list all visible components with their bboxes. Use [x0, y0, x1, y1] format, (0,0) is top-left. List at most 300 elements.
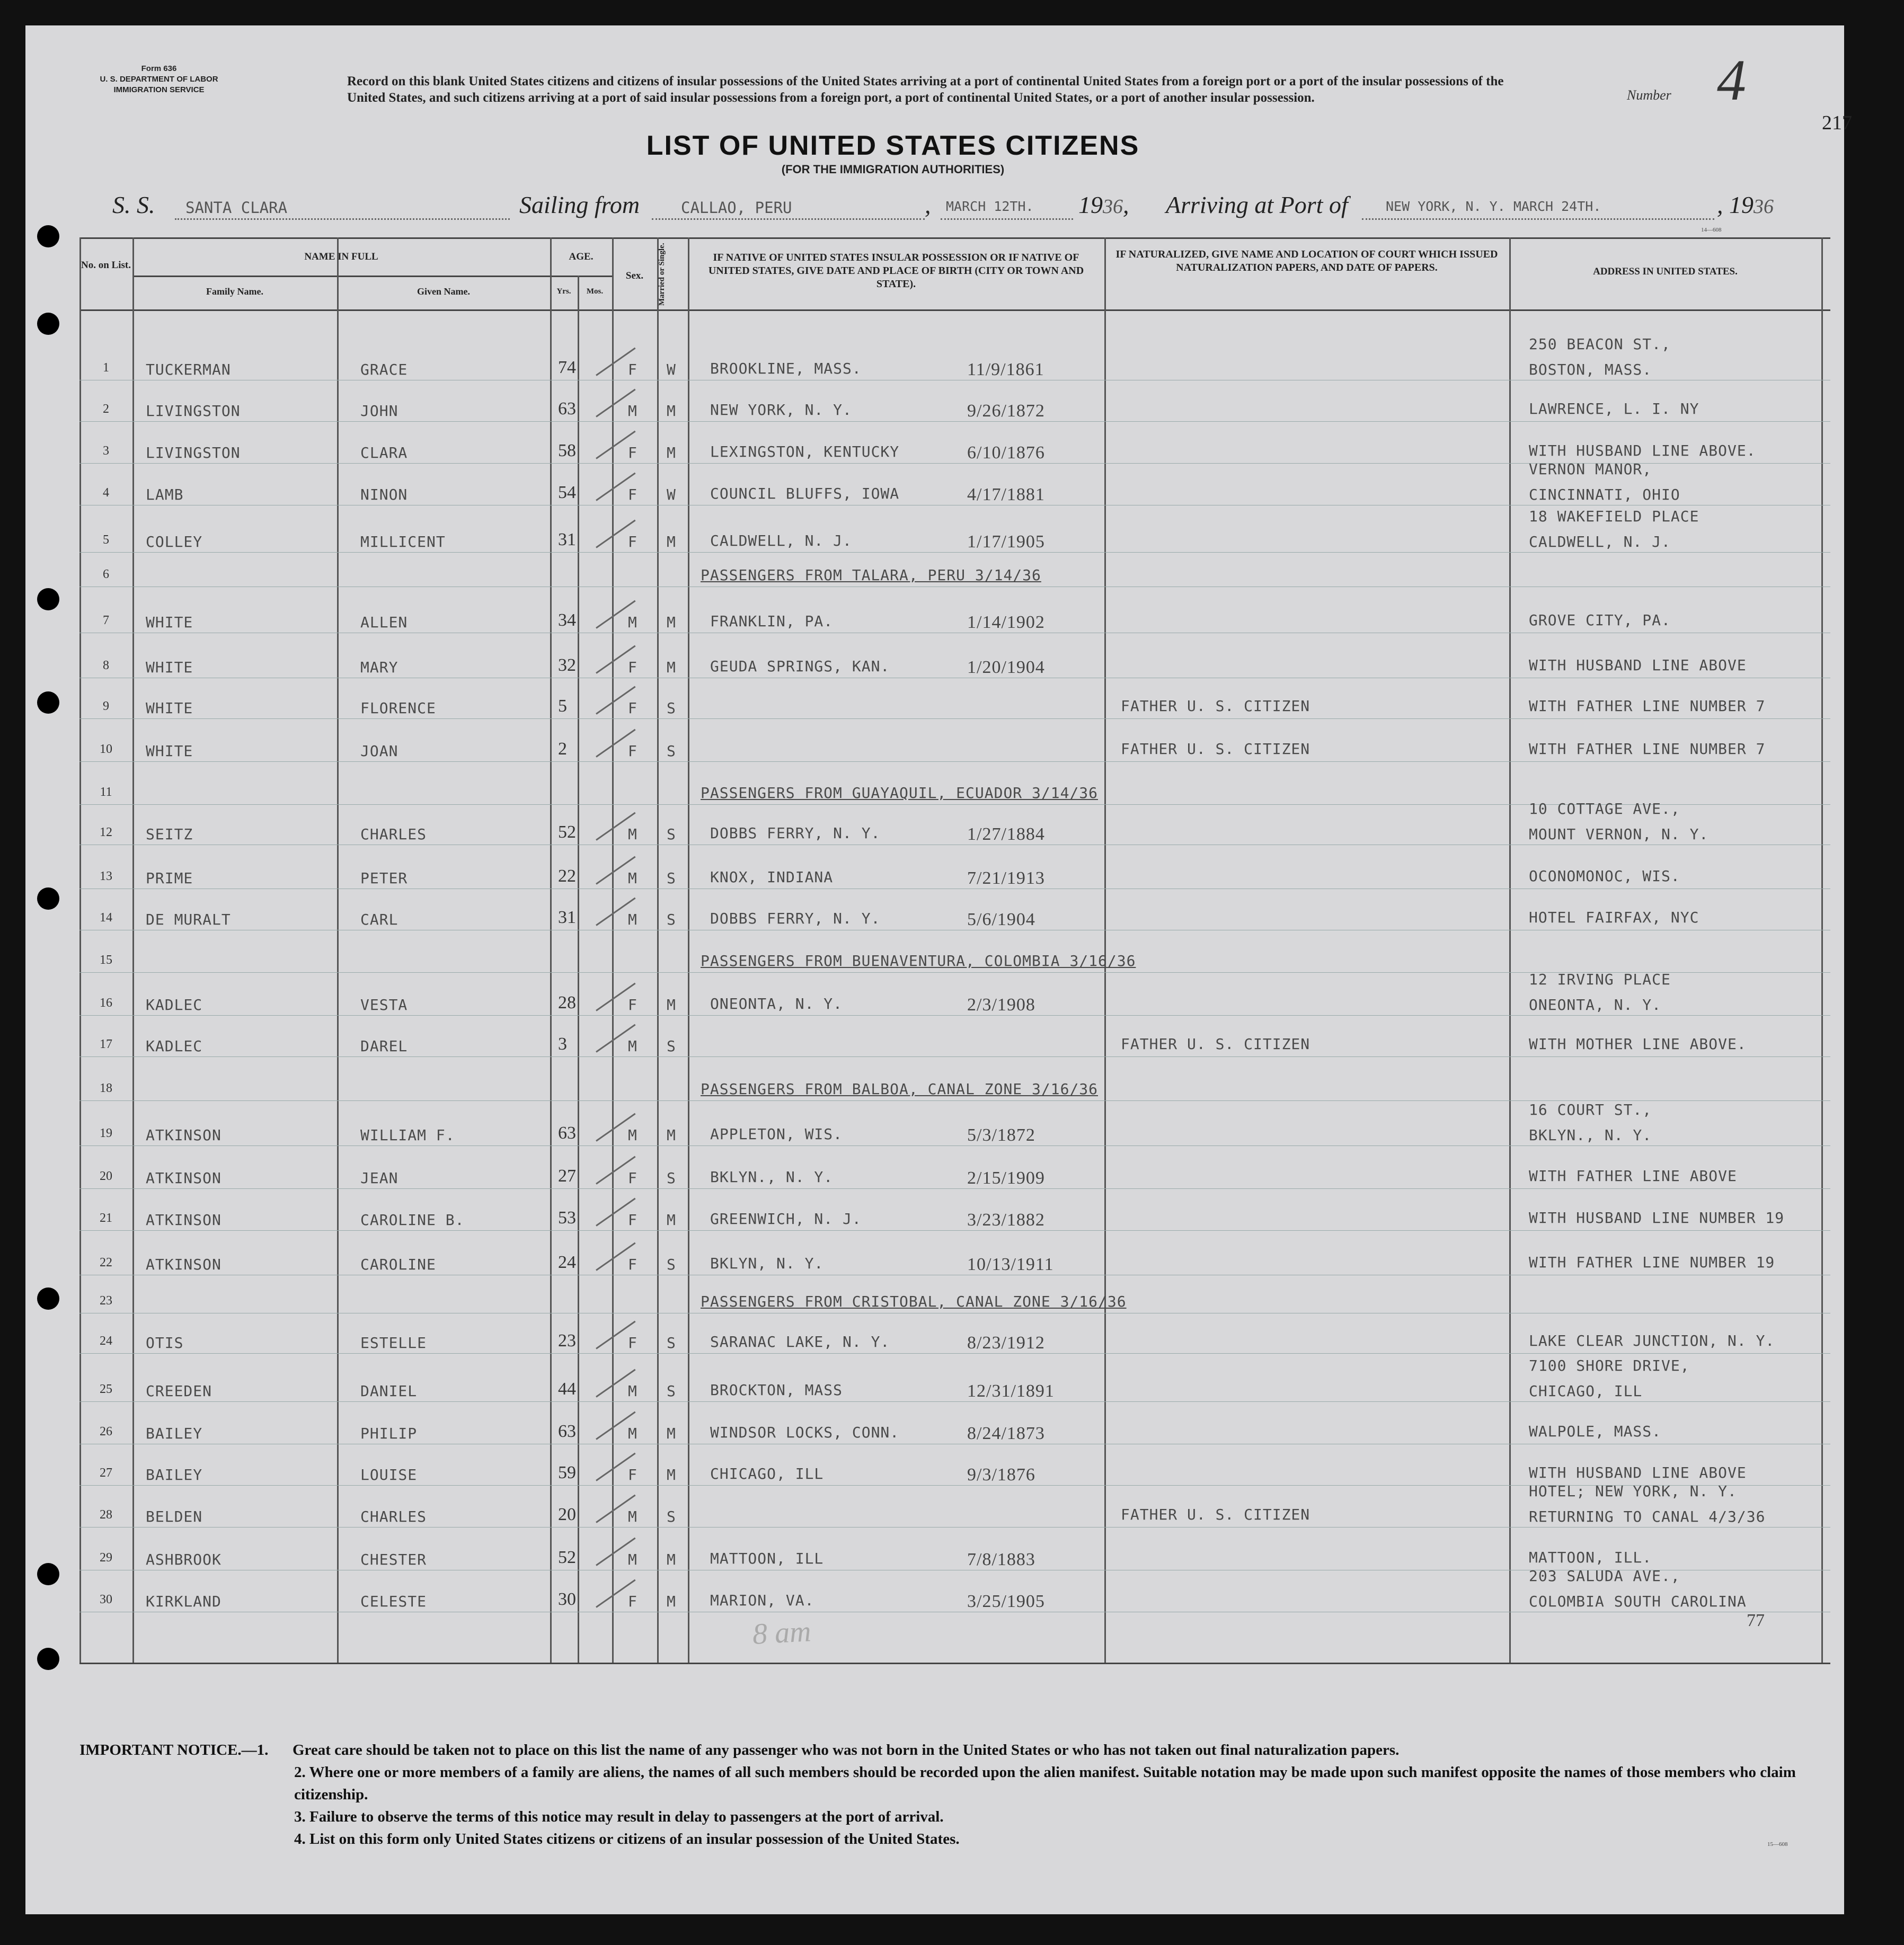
- family-name: ATKINSON: [146, 1126, 222, 1144]
- form-identifier: [79, 64, 238, 95]
- given-name: CAROLINE: [360, 1256, 436, 1273]
- age-years: 27: [558, 1166, 576, 1186]
- sex: M: [628, 614, 637, 631]
- notice-item-3: 3. Failure to observe the terms of this notice may result in delay to passengers at the port of arrival.: [294, 1808, 944, 1825]
- row-rule: [79, 1188, 1830, 1189]
- family-name: LAMB: [146, 486, 184, 503]
- address-line-2: CINCINNATI, OHIO: [1529, 486, 1680, 503]
- marital-status: M: [667, 659, 676, 676]
- marital-status: W: [667, 361, 676, 378]
- marital-status: S: [667, 911, 676, 928]
- row-rule: [79, 1056, 1830, 1057]
- service-name: IMMIGRATION SERVICE: [113, 85, 205, 94]
- bottom-form-code: 15—608: [1767, 1841, 1788, 1848]
- sex: M: [628, 825, 637, 843]
- birth-date: 5/3/1872: [967, 1125, 1035, 1145]
- address-line-1: 12 IRVING PLACE: [1529, 971, 1671, 988]
- birth-place: APPLETON, WIS.: [710, 1125, 843, 1143]
- given-name: FLORENCE: [360, 699, 436, 717]
- address-line-1: 250 BEACON ST.,: [1529, 335, 1671, 353]
- row-rule: [79, 1015, 1830, 1016]
- passenger-table: [79, 237, 1830, 1663]
- address-line-1: WITH FATHER LINE ABOVE: [1529, 1167, 1737, 1185]
- address-line-1: WITH FATHER LINE NUMBER 7: [1529, 697, 1766, 715]
- sex: F: [628, 699, 637, 717]
- row-number: 16: [100, 996, 112, 1010]
- marital-status: S: [667, 1169, 676, 1187]
- family-name: PRIME: [146, 869, 193, 887]
- birth-place: BKLYN, N. Y.: [710, 1255, 824, 1272]
- age-years: 2: [558, 739, 567, 759]
- age-years: 58: [558, 441, 576, 460]
- marital-status: M: [667, 614, 676, 631]
- given-name: LOUISE: [360, 1466, 418, 1484]
- birth-date: 3/25/1905: [967, 1592, 1045, 1611]
- birth-place: GEUDA SPRINGS, KAN.: [710, 658, 890, 675]
- marital-status: M: [667, 1466, 676, 1484]
- address-line-2: CALDWELL, N. J.: [1529, 533, 1671, 550]
- form-number: Form 636: [141, 64, 177, 73]
- address-line-1: OCONOMONOC, WIS.: [1529, 867, 1680, 885]
- family-name: BAILEY: [146, 1466, 203, 1484]
- col-rule: [132, 237, 134, 1663]
- age-years: 5: [558, 696, 567, 716]
- col-rule: [79, 237, 81, 1663]
- age-years: 3: [558, 1034, 567, 1054]
- row-number: 11: [100, 785, 112, 799]
- given-name: JOHN: [360, 402, 398, 420]
- section-heading: PASSENGERS FROM BUENAVENTURA, COLOMBIA 3/16/36: [701, 952, 1136, 970]
- row-rule: [79, 552, 1830, 553]
- handwritten-signature: 8 am: [751, 1615, 812, 1651]
- given-name: MARY: [360, 659, 398, 676]
- marital-status: M: [667, 1126, 676, 1144]
- header-address: ADDRESS IN UNITED STATES.: [1593, 266, 1738, 277]
- marital-status: S: [667, 869, 676, 887]
- address-line-1: MATTOON, ILL.: [1529, 1549, 1652, 1566]
- address-line-1: LAWRENCE, L. I. NY: [1529, 400, 1699, 418]
- birth-date: 9/26/1872: [967, 401, 1045, 421]
- birth-date: 7/8/1883: [967, 1550, 1035, 1569]
- row-number: 13: [100, 869, 112, 883]
- family-name: WHITE: [146, 614, 193, 631]
- address-line-2: ONEONTA, N. Y.: [1529, 996, 1662, 1014]
- marital-status: M: [667, 533, 676, 550]
- birth-place: MARION, VA.: [710, 1592, 814, 1609]
- birth-place: WINDSOR LOCKS, CONN.: [710, 1424, 900, 1441]
- header-no: No. on List.: [81, 260, 131, 271]
- given-name: ESTELLE: [360, 1334, 427, 1352]
- marital-status: M: [667, 444, 676, 461]
- sex: M: [628, 1551, 637, 1568]
- birth-date: 5/6/1904: [967, 910, 1035, 929]
- given-name: MILLICENT: [360, 533, 446, 550]
- address-line-2: RETURNING TO CANAL 4/3/36: [1529, 1508, 1766, 1525]
- col-rule: [688, 237, 689, 1663]
- row-number: 1: [103, 361, 109, 375]
- number-label: Number: [1627, 87, 1671, 103]
- notice-item-4: 4. List on this form only United States citizens or citizens of an insular possession of the United States.: [294, 1831, 960, 1848]
- birth-place: DOBBS FERRY, N. Y.: [710, 824, 881, 842]
- age-years: 63: [558, 1422, 576, 1441]
- row-number: 3: [103, 444, 109, 458]
- name-subheader-rule: [132, 276, 612, 277]
- punch-hole: [37, 691, 59, 714]
- address-line-1: 203 SALUDA AVE.,: [1529, 1567, 1680, 1585]
- family-name: KADLEC: [146, 1037, 203, 1055]
- family-name: LIVINGSTON: [146, 402, 241, 420]
- sailing-port: CALLAO, PERU: [681, 199, 792, 217]
- marital-status: S: [667, 1508, 676, 1525]
- punch-hole: [37, 1563, 59, 1585]
- family-name: ATKINSON: [146, 1169, 222, 1187]
- row-rule: [79, 718, 1830, 719]
- address-line-1: VERNON MANOR,: [1529, 460, 1652, 478]
- address-line-1: 7100 SHORE DRIVE,: [1529, 1357, 1690, 1374]
- row-number: 15: [100, 953, 112, 967]
- family-name: COLLEY: [146, 533, 203, 550]
- header-family-name: Family Name.: [206, 286, 263, 297]
- row-number: 4: [103, 486, 109, 500]
- row-number: 10: [100, 742, 112, 756]
- sex: M: [628, 402, 637, 420]
- family-name: WHITE: [146, 742, 193, 760]
- sex: F: [628, 996, 637, 1014]
- given-name: DAREL: [360, 1037, 408, 1055]
- address-line-1: WITH FATHER LINE NUMBER 19: [1529, 1254, 1775, 1271]
- col-rule: [1509, 237, 1511, 1663]
- marital-status: S: [667, 1334, 676, 1352]
- punch-hole: [37, 887, 59, 910]
- family-name: BELDEN: [146, 1508, 203, 1525]
- given-name: VESTA: [360, 996, 408, 1014]
- header-given-name: Given Name.: [417, 286, 470, 297]
- given-name: CARL: [360, 911, 398, 928]
- notice-item-1: Great care should be taken not to place on this list the name of any passenger who was not born in the United States or who has not taken out final naturalization papers.: [293, 1742, 1400, 1759]
- year-prefix-1: 19: [1078, 191, 1103, 218]
- marital-status: S: [667, 1037, 676, 1055]
- col-rule: [657, 237, 659, 1663]
- address-line-2: COLOMBIA SOUTH CAROLINA: [1529, 1593, 1747, 1610]
- given-name: CHESTER: [360, 1551, 427, 1568]
- page-subtitle: (FOR THE IMMIGRATION AUTHORITIES): [781, 163, 1005, 176]
- corner-mark: 77: [1747, 1611, 1765, 1630]
- age-years: 52: [558, 822, 576, 842]
- header-sex: Sex.: [625, 270, 644, 281]
- sailing-year: 36: [1103, 196, 1123, 218]
- birth-place: CHICAGO, ILL: [710, 1465, 824, 1482]
- marital-status: M: [667, 1425, 676, 1442]
- ss-label: S. S.: [112, 191, 155, 218]
- given-name: CHARLES: [360, 825, 427, 843]
- given-name: CAROLINE B.: [360, 1211, 465, 1229]
- birth-date: 2/15/1909: [967, 1168, 1045, 1188]
- age-years: 22: [558, 866, 576, 886]
- marital-status: S: [667, 1382, 676, 1400]
- sex: F: [628, 1256, 637, 1273]
- marital-status: S: [667, 742, 676, 760]
- marital-status: M: [667, 1551, 676, 1568]
- family-name: ASHBROOK: [146, 1551, 222, 1568]
- address-line-1: WITH FATHER LINE NUMBER 7: [1529, 740, 1766, 758]
- age-years: 31: [558, 908, 576, 927]
- sex: M: [628, 1508, 637, 1525]
- row-number: 17: [100, 1037, 112, 1051]
- given-name: CHARLES: [360, 1508, 427, 1525]
- section-heading: PASSENGERS FROM TALARA, PERU 3/14/36: [701, 566, 1041, 584]
- age-years: 52: [558, 1548, 576, 1567]
- sex: F: [628, 742, 637, 760]
- sex: M: [628, 911, 637, 928]
- ship-dotline: [175, 218, 510, 220]
- row-number: 8: [103, 659, 109, 672]
- header-birth: IF NATIVE OF UNITED STATES INSULAR POSSESSION OR IF NATIVE OF UNITED STATES, GIVE DATE AND PLACE OF BIRTH (CITY OR TOWN AND STATE).: [708, 252, 1084, 290]
- header-bottom-rule: [79, 309, 1830, 311]
- family-name: TUCKERMAN: [146, 361, 231, 378]
- arrival-port-date: NEW YORK, N. Y. MARCH 24TH.: [1386, 199, 1601, 214]
- arrival-year: 36: [1754, 196, 1774, 218]
- birth-date: 9/3/1876: [967, 1465, 1035, 1485]
- row-number: 26: [100, 1425, 112, 1438]
- birth-date: 4/17/1881: [967, 485, 1045, 504]
- family-name: KADLEC: [146, 996, 203, 1014]
- row-number: 29: [100, 1551, 112, 1565]
- birth-date: 6/10/1876: [967, 443, 1045, 463]
- address-line-1: 18 WAKEFIELD PLACE: [1529, 508, 1699, 525]
- record-instructions: Record on this blank United States citizens and citizens of insular possessions of the United States arriving at a port of continental United States from a foreign port or a port of the insular possessions of the United States, and such citizens arriving at a port of said insular possessions from a foreign port, a port of continental United States, or a port of another insular possession.: [347, 74, 1504, 105]
- given-name: JEAN: [360, 1169, 398, 1187]
- section-heading: PASSENGERS FROM GUAYAQUIL, ECUADOR 3/14/36: [701, 784, 1099, 802]
- row-number: 28: [100, 1508, 112, 1522]
- address-line-2: MOUNT VERNON, N. Y.: [1529, 825, 1709, 843]
- section-heading: PASSENGERS FROM CRISTOBAL, CANAL ZONE 3/16/36: [701, 1293, 1127, 1310]
- birth-date: 1/14/1902: [967, 612, 1045, 632]
- address-line-1: WITH HUSBAND LINE ABOVE: [1529, 656, 1747, 674]
- birth-date: 1/27/1884: [967, 824, 1045, 844]
- department-name: U. S. DEPARTMENT OF LABOR: [100, 75, 218, 84]
- birth-date: 2/3/1908: [967, 995, 1035, 1015]
- sex: F: [628, 444, 637, 461]
- marital-status: M: [667, 996, 676, 1014]
- table-top-rule: [79, 237, 1830, 239]
- header-yrs: Yrs.: [556, 287, 571, 296]
- row-number: 2: [103, 402, 109, 416]
- table-bottom-rule: [79, 1663, 1830, 1664]
- given-name: JOAN: [360, 742, 398, 760]
- col-rule: [578, 276, 579, 1663]
- punch-hole: [37, 588, 59, 610]
- marital-status: S: [667, 699, 676, 717]
- col-rule: [612, 237, 614, 1663]
- row-number: 30: [100, 1593, 112, 1606]
- arrival-dotline: [1362, 218, 1714, 220]
- family-name: ATKINSON: [146, 1211, 222, 1229]
- row-number: 7: [103, 614, 109, 627]
- birth-place: BROOKLINE, MASS.: [710, 360, 862, 377]
- address-line-1: WITH HUSBAND LINE NUMBER 19: [1529, 1209, 1785, 1227]
- row-rule: [79, 1401, 1830, 1402]
- row-number: 25: [100, 1382, 112, 1396]
- given-name: PHILIP: [360, 1425, 418, 1442]
- marital-status: M: [667, 1211, 676, 1229]
- birth-place: COUNCIL BLUFFS, IOWA: [710, 485, 900, 502]
- birth-date: 1/17/1905: [967, 532, 1045, 552]
- address-line-2: CHICAGO, ILL: [1529, 1382, 1643, 1400]
- age-years: 74: [558, 358, 576, 377]
- address-line-1: HOTEL FAIRFAX, NYC: [1529, 909, 1699, 926]
- given-name: CLARA: [360, 444, 408, 461]
- sex: F: [628, 1169, 637, 1187]
- year-prefix-2: 19: [1729, 191, 1754, 218]
- birth-date: 8/23/1912: [967, 1333, 1045, 1353]
- family-name: ATKINSON: [146, 1256, 222, 1273]
- address-line-1: LAKE CLEAR JUNCTION, N. Y.: [1529, 1332, 1775, 1349]
- birth-date: 8/24/1873: [967, 1424, 1045, 1443]
- age-years: 54: [558, 483, 576, 502]
- row-number: 14: [100, 911, 112, 925]
- birth-place: KNOX, INDIANA: [710, 868, 834, 886]
- address-line-1: WITH HUSBAND LINE ABOVE: [1529, 1464, 1747, 1481]
- ship-name: SANTA CLARA: [185, 199, 288, 217]
- header-naturalized: IF NATURALIZED, GIVE NAME AND LOCATION OF COURT WHICH ISSUED NATURALIZATION PAPERS, AND DATE OF PAPERS.: [1115, 248, 1498, 273]
- address-line-1: WITH MOTHER LINE ABOVE.: [1529, 1035, 1747, 1053]
- family-name: SEITZ: [146, 825, 193, 843]
- row-number: 19: [100, 1126, 112, 1140]
- birth-place: BKLYN., N. Y.: [710, 1168, 834, 1186]
- section-heading: PASSENGERS FROM BALBOA, CANAL ZONE 3/16/36: [701, 1080, 1099, 1098]
- comma-1: ,: [925, 191, 931, 218]
- row-number: 24: [100, 1334, 112, 1348]
- page-number: 217: [1822, 112, 1852, 134]
- family-name: WHITE: [146, 699, 193, 717]
- sailing-from-label: Sailing from: [519, 191, 640, 218]
- header-married-single: Married or Single.: [658, 243, 666, 306]
- col-rule: [337, 237, 339, 1663]
- birth-place: SARANAC LAKE, N. Y.: [710, 1333, 890, 1351]
- marital-status: W: [667, 486, 676, 503]
- family-name: BAILEY: [146, 1425, 203, 1442]
- given-name: ALLEN: [360, 614, 408, 631]
- sex: M: [628, 869, 637, 887]
- birth-place: BROCKTON, MASS: [710, 1381, 843, 1399]
- row-number: 21: [100, 1211, 112, 1225]
- notice-item-2: 2. Where one or more members of a family are aliens, the names of all such members should be recorded upon the alien manifest. Suitable notation may be made upon such manifest opposite the names of those members who claim citizenship.: [294, 1764, 1796, 1803]
- family-name: LIVINGSTON: [146, 444, 241, 461]
- naturalization-note: FATHER U. S. CITIZEN: [1121, 1506, 1310, 1523]
- family-name: CREEDEN: [146, 1382, 212, 1400]
- age-years: 63: [558, 1123, 576, 1143]
- age-years: 23: [558, 1331, 576, 1351]
- row-rule: [79, 1353, 1830, 1354]
- sex: M: [628, 1126, 637, 1144]
- marital-status: S: [667, 1256, 676, 1273]
- sex: F: [628, 1334, 637, 1352]
- punch-hole: [37, 313, 59, 335]
- sex: M: [628, 1382, 637, 1400]
- list-number: 4: [1717, 48, 1746, 112]
- birth-date: 7/21/1913: [967, 868, 1045, 888]
- given-name: NINON: [360, 486, 408, 503]
- sex: F: [628, 1466, 637, 1484]
- address-line-1: GROVE CITY, PA.: [1529, 611, 1671, 629]
- family-name: KIRKLAND: [146, 1593, 222, 1610]
- address-line-1: HOTEL; NEW YORK, N. Y.: [1529, 1482, 1737, 1500]
- address-line-1: 16 COURT ST.,: [1529, 1101, 1652, 1118]
- age-years: 59: [558, 1463, 576, 1482]
- punch-hole: [37, 1287, 59, 1310]
- naturalization-note: FATHER U. S. CITIZEN: [1121, 740, 1310, 758]
- birth-date: 12/31/1891: [967, 1381, 1055, 1401]
- given-name: GRACE: [360, 361, 408, 378]
- birth-place: FRANKLIN, PA.: [710, 612, 834, 630]
- age-years: 31: [558, 530, 576, 549]
- col-rule: [1821, 237, 1823, 1663]
- address-line-1: WALPOLE, MASS.: [1529, 1423, 1662, 1440]
- marital-status: M: [667, 402, 676, 420]
- naturalization-note: FATHER U. S. CITIZEN: [1121, 1035, 1310, 1053]
- age-years: 28: [558, 993, 576, 1013]
- punch-hole: [37, 225, 59, 247]
- arriving-label: Arriving at Port of: [1166, 191, 1348, 218]
- age-years: 53: [558, 1208, 576, 1228]
- age-years: 30: [558, 1589, 576, 1609]
- family-name: WHITE: [146, 659, 193, 676]
- birth-place: LEXINGSTON, KENTUCKY: [710, 443, 900, 460]
- row-number: 9: [103, 699, 109, 713]
- age-years: 24: [558, 1253, 576, 1272]
- from-dotline: [652, 218, 925, 220]
- birth-place: ONEONTA, N. Y.: [710, 995, 843, 1013]
- marital-status: S: [667, 825, 676, 843]
- sex: F: [628, 361, 637, 378]
- birth-date: 3/23/1882: [967, 1210, 1045, 1230]
- age-years: 63: [558, 399, 576, 419]
- col-rule: [550, 237, 552, 1663]
- sex: F: [628, 1211, 637, 1229]
- birth-date: 11/9/1861: [967, 360, 1044, 379]
- row-rule: [79, 1230, 1830, 1231]
- sex: M: [628, 1425, 637, 1442]
- row-number: 20: [100, 1169, 112, 1183]
- row-number: 6: [103, 567, 109, 581]
- date-dotline: [941, 218, 1073, 220]
- punch-hole: [37, 1648, 59, 1670]
- header-mos: Mos.: [586, 287, 604, 296]
- birth-date: 10/13/1911: [967, 1255, 1054, 1274]
- birth-place: GREENWICH, N. J.: [710, 1210, 862, 1228]
- address-line-1: 10 COTTAGE AVE.,: [1529, 800, 1680, 818]
- notice-lead: IMPORTANT NOTICE.—1.: [79, 1742, 269, 1759]
- row-number: 23: [100, 1294, 112, 1308]
- marital-status: M: [667, 1593, 676, 1610]
- row-number: 27: [100, 1466, 112, 1480]
- given-name: DANIEL: [360, 1382, 418, 1400]
- birth-date: 1/20/1904: [967, 658, 1045, 677]
- sex: F: [628, 486, 637, 503]
- age-years: 32: [558, 655, 576, 675]
- age-years: 44: [558, 1379, 576, 1399]
- page-title: LIST OF UNITED STATES CITIZENS: [646, 130, 1140, 161]
- sex: F: [628, 533, 637, 550]
- sex: M: [628, 1037, 637, 1055]
- birth-place: DOBBS FERRY, N. Y.: [710, 910, 881, 927]
- birth-place: MATTOON, ILL: [710, 1550, 824, 1567]
- small-form-code: 14—608: [1701, 227, 1722, 233]
- address-line-2: BKLYN., N. Y.: [1529, 1126, 1652, 1144]
- naturalization-note: FATHER U. S. CITIZEN: [1121, 697, 1310, 715]
- sex: F: [628, 659, 637, 676]
- sailing-date: MARCH 12TH.: [946, 199, 1034, 214]
